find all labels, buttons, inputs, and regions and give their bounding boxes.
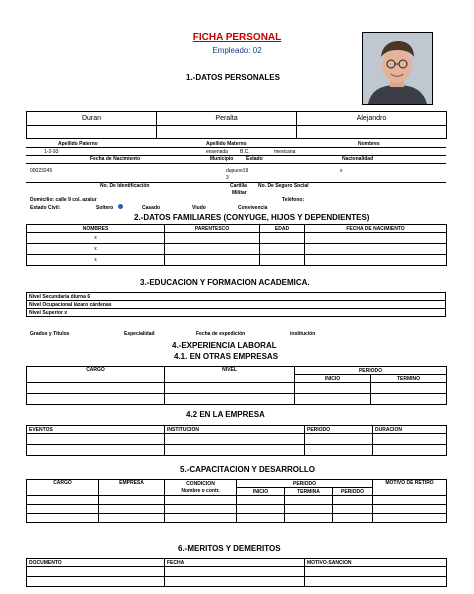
table-row: x bbox=[27, 255, 447, 266]
surname-paternal: Duran bbox=[27, 112, 157, 126]
table-row bbox=[27, 383, 447, 394]
section-3-heading: 3.-EDUCACION Y FORMACION ACADEMICA. bbox=[140, 278, 310, 287]
education-table bbox=[26, 292, 446, 317]
section-4-heading: 4.-EXPERIENCIA LABORAL bbox=[172, 341, 277, 350]
civil-option-soltero: Soltero bbox=[96, 205, 114, 211]
col-header: MOTIVO DE RETIRO bbox=[373, 480, 447, 496]
training-table bbox=[26, 479, 447, 523]
col-header: CARGO bbox=[27, 367, 165, 383]
col-header: DOCUMENTO bbox=[27, 559, 165, 567]
municipio-value: ensenada bbox=[206, 149, 228, 155]
section-5-heading: 5.-CAPACITACION Y DESARROLLO bbox=[180, 465, 315, 474]
civil-option-convivencia: Convivencia bbox=[238, 205, 268, 211]
col-header: EVENTOS bbox=[27, 426, 165, 434]
table-row bbox=[27, 514, 447, 523]
section-6-heading: 6.-MERITOS Y DEMERITOS bbox=[178, 544, 281, 553]
label-id: No. De Identificación bbox=[100, 183, 150, 189]
section-4-2-heading: 4.2 EN LA EMPRESA bbox=[186, 410, 265, 419]
section-1-heading: 1.-DATOS PERSONALES bbox=[186, 73, 280, 82]
table-row: x bbox=[27, 244, 447, 255]
label-nationality: Nacionalidad bbox=[342, 156, 374, 162]
label-ss: No. De Seguro Social bbox=[258, 183, 309, 189]
col-header: FECHA bbox=[165, 559, 305, 567]
table-row bbox=[27, 567, 447, 577]
col-header: PERIODO bbox=[305, 426, 373, 434]
col-subheader: TERMINO bbox=[371, 375, 447, 383]
label-birth-date: Fecha de Nacimiento bbox=[90, 156, 141, 162]
birth-date: 1-2-93 bbox=[44, 149, 59, 155]
label-municipio: Municipio bbox=[210, 156, 234, 162]
education-row: Nivel Ocupacional lázaro cárdenas bbox=[27, 301, 446, 309]
col-header: PARENTESCO bbox=[165, 225, 260, 233]
divider bbox=[26, 147, 446, 148]
nationality-value: mexicana bbox=[274, 149, 296, 155]
col-subheader: TERMINA bbox=[285, 488, 333, 496]
label-grados: Grados y Títulos bbox=[30, 331, 70, 337]
label-fecha-expedicion: Fecha de expedición bbox=[196, 331, 246, 337]
col-header: DURACION bbox=[373, 426, 447, 434]
cartilla-value: dupuoo19 bbox=[226, 168, 249, 174]
col-header: PERIODO bbox=[295, 367, 447, 375]
table-row bbox=[27, 577, 447, 587]
merits-table bbox=[26, 558, 447, 587]
page-title: FICHA PERSONAL bbox=[192, 32, 282, 43]
col-header: NOMBRES bbox=[27, 225, 165, 233]
col-subheader: PERIODO bbox=[333, 488, 373, 496]
experience-other-table bbox=[26, 366, 447, 405]
label-names: Nombres bbox=[358, 141, 380, 147]
divider bbox=[26, 155, 446, 156]
col-subheader: Nombre o contr. bbox=[165, 488, 237, 496]
section-4-1-heading: 4.1. EN OTRAS EMPRESAS bbox=[174, 352, 279, 361]
selected-radio-icon[interactable] bbox=[118, 204, 123, 209]
personal-data-table bbox=[26, 111, 447, 139]
civil-option-viudo: Viudo bbox=[192, 205, 206, 211]
state-value: B.C. bbox=[240, 149, 250, 155]
divider bbox=[26, 163, 446, 164]
col-header: MOTIVO-SANCION bbox=[305, 559, 447, 567]
label-maternal: Apellido Materno bbox=[206, 141, 247, 147]
table-row bbox=[27, 434, 447, 445]
family-table bbox=[26, 224, 447, 266]
employee-number: Empleado: 02 bbox=[212, 46, 262, 55]
col-header: FECHA DE NACIMIENTO bbox=[305, 225, 447, 233]
experience-company-table bbox=[26, 425, 447, 456]
cartilla-value-2: 3 bbox=[226, 175, 229, 181]
col-subheader: INICIO bbox=[295, 375, 371, 383]
label-state: Estado bbox=[246, 156, 263, 162]
label-institucion: institución bbox=[290, 331, 316, 337]
surname-maternal: Peralta bbox=[157, 112, 297, 126]
label-cartilla: Cartilla bbox=[230, 183, 247, 189]
id-number: 00023245 bbox=[30, 168, 53, 174]
education-row: Nivel Secundaria diurna 6 bbox=[27, 293, 446, 301]
col-header: EDAD bbox=[260, 225, 305, 233]
phone-label: Teléfono: bbox=[282, 197, 305, 203]
section-2-heading: 2.-DATOS FAMILIARES (CONYUGE, HIJOS Y DEPENDIENTES) bbox=[134, 213, 370, 222]
col-header: INSTITUCION bbox=[165, 426, 305, 434]
col-header: NIVEL bbox=[165, 367, 295, 383]
table-row bbox=[27, 505, 447, 514]
civil-option-casado: Casado bbox=[142, 205, 161, 211]
table-row bbox=[27, 496, 447, 505]
employee-photo bbox=[362, 32, 433, 105]
label-paternal: Apellido Paterno bbox=[58, 141, 98, 147]
col-header: PERIODO bbox=[237, 480, 373, 488]
table-row bbox=[27, 394, 447, 405]
col-subheader: INICIO bbox=[237, 488, 285, 496]
given-names: Alejandro bbox=[297, 112, 447, 126]
table-row: x bbox=[27, 233, 447, 244]
col-header: CARGO bbox=[27, 480, 99, 496]
ss-value: x bbox=[340, 168, 343, 174]
col-header: EMPRESA bbox=[99, 480, 165, 496]
col-header: CONDICION bbox=[165, 480, 237, 488]
table-row bbox=[27, 445, 447, 456]
address: Domicilio: calle 9 col. azalur bbox=[30, 197, 97, 203]
label-especialidad: Especialidad bbox=[124, 331, 155, 337]
civil-status-label: Estado Civil: bbox=[30, 205, 61, 211]
education-row: Nivel Superior x bbox=[27, 309, 446, 317]
label-militar: Militar bbox=[232, 190, 247, 196]
